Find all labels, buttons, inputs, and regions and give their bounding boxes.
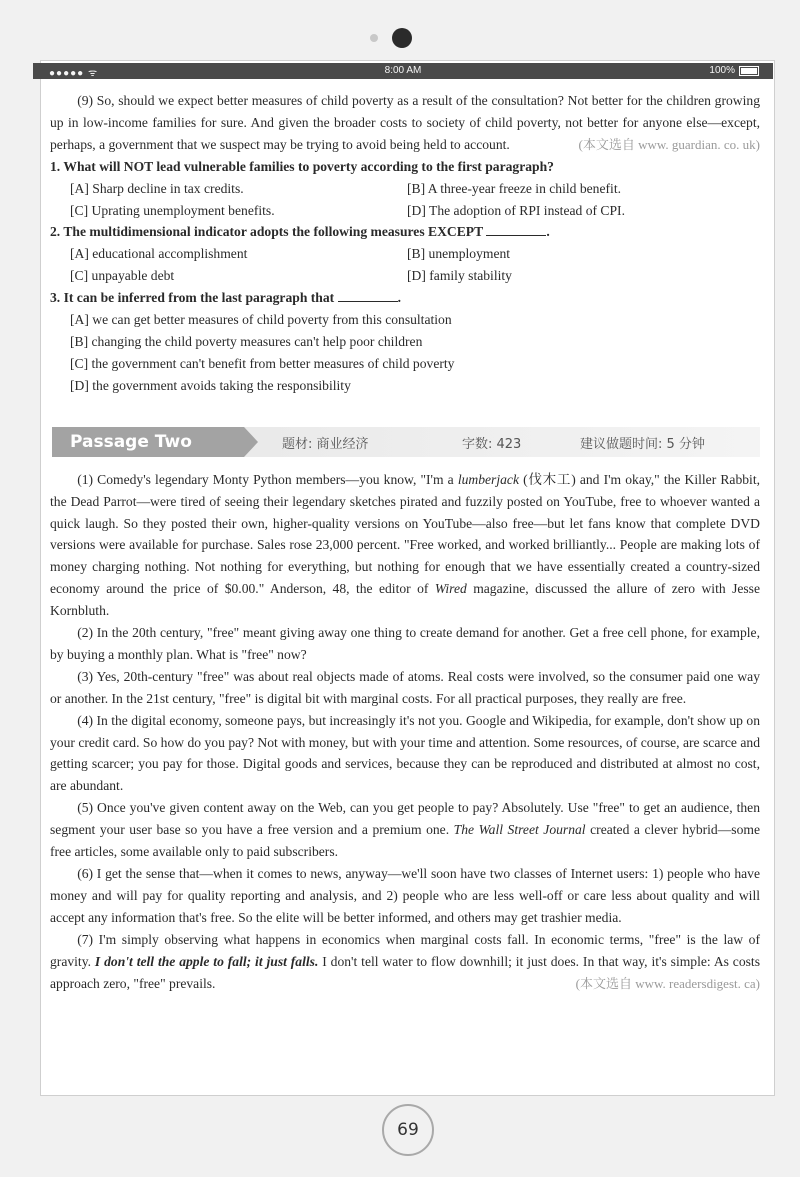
paragraph-2: (2) In the 20th century, "free" meant giving away one thing to create demand for another. Get a free cell phone, for example, by buying a monthly plan. What is "free" now? bbox=[50, 625, 760, 662]
status-time: 8:00 AM bbox=[384, 65, 422, 76]
paragraph-5: (5) Once you've given content away on the Web, can you get people to pay? Absolutely. Use "free" to get an audience, then segment your user base so you have a free version and a premium one. The Wall Street Journal created a clever hybrid—some free articles, some available only to paid subscribers. bbox=[50, 800, 760, 860]
device-camera bbox=[0, 27, 800, 49]
status-bar bbox=[33, 63, 773, 79]
passage-title: Passage Two bbox=[52, 427, 244, 457]
camera-lens-icon bbox=[392, 28, 412, 48]
question-3-stem: 3. It can be inferred from the last paragraph that bbox=[50, 290, 335, 306]
option-b[interactable]: [B] unemployment bbox=[407, 246, 511, 262]
passage-suggested-time: 建议做题时间: 5 分钟 bbox=[580, 436, 705, 452]
signal-wifi-icon: ●●●●● ᯤ bbox=[49, 68, 99, 79]
page-content bbox=[50, 90, 760, 994]
paragraph-1: (1) Comedy's legendary Monty Python members—you know, "I'm a lumberjack (伐木工) and I'm okay," the Killer Rabbit, the Dead Parrot—were tired of seeing their legendary sketches pirated and fuzzily posted on YouTube, free to whoever wanted a quick laugh. So they posted their own, higher-quality versions on YouTube—also free—but let fans know that complete DVD versions were available for purchase. Sales rose 23,000 percent. "Free worked, and worked brilliantly... People are making lots of money charging nothing. Not nothing for everything, but nothing for enough that we have essentially created a country-sized economy around the price of $0.00." Anderson, 48, the editor of Wired magazine, discussed the allure of zero with Jesse Kornbluth. bbox=[50, 471, 761, 619]
option-b[interactable]: [B] changing the child poverty measures can't help poor children bbox=[70, 333, 423, 349]
source-citation: (本文选自 www. readersdigest. ca) bbox=[575, 975, 760, 991]
option-a[interactable]: [A] educational accomplishment bbox=[70, 246, 248, 262]
option-a[interactable]: [A] Sharp decline in tax credits. bbox=[70, 180, 244, 196]
passage-word-count: 字数: 423 bbox=[462, 436, 522, 452]
option-d[interactable]: [D] family stability bbox=[407, 268, 512, 284]
question-2: 2. The multidimensional indicator adopts the following measures EXCEPT . bbox=[50, 224, 550, 240]
passage-topic: 题材: 商业经济 bbox=[282, 436, 369, 452]
banner-arrow-icon bbox=[244, 427, 258, 457]
page-number: 69 bbox=[382, 1104, 434, 1156]
option-d[interactable]: [D] The adoption of RPI instead of CPI. bbox=[407, 202, 625, 218]
answer-blank bbox=[338, 289, 398, 302]
paragraph-9: (9) So, should we expect better measures of child poverty as a result of the consultation? Not better for the children growing up in low-income families for sure. And given the broader costs to society of child poverty, not better for anyone else—except, perhaps, a government that we suspect may be trying to avoid being held to account. (本文选自 www. guardian. co. uk) bbox=[50, 90, 760, 156]
question-3: 3. It can be inferred from the last paragraph that . bbox=[50, 290, 401, 306]
question-1-stem: 1. What will NOT lead vulnerable families to poverty according to the first paragraph? bbox=[50, 158, 554, 174]
option-a[interactable]: [A] we can get better measures of child poverty from this consultation bbox=[70, 312, 452, 328]
option-d[interactable]: [D] the government avoids taking the responsibility bbox=[70, 377, 351, 393]
option-b[interactable]: [B] A three-year freeze in child benefit. bbox=[407, 180, 621, 196]
paragraph-6: (6) I get the sense that—when it comes to news, anyway—we'll soon have two classes of Internet users: 1) people who have money and will pay for quality reporting and analysis, and 2) people who are less well-off or care less about quality and will accept any information that's free. So the elite will be better informed, and others may get trashier media. bbox=[50, 866, 760, 925]
source-citation: (本文选自 www. guardian. co. uk) bbox=[578, 136, 760, 152]
option-c[interactable]: [C] Uprating unemployment benefits. bbox=[70, 202, 275, 218]
paragraph-4: (4) In the digital economy, someone pays, but increasingly it's not you. Google and Wikipedia, for example, don't show up on your credit card. So how do you pay? Not with money, but with your time and attention. Some resources, of course, are scarce and getting scarcer; you pay for those. Digital goods and services, because they can be reproduced and distributed at almost no cost, are abundant. bbox=[50, 712, 760, 794]
answer-blank bbox=[486, 223, 546, 236]
paragraph-3: (3) Yes, 20th-century "free" was about real objects made of atoms. Real costs were involved, so the consumer paid one way or another. In the 21st century, "free" is digital bit with marginal costs. For all practical purposes, they really are free. bbox=[50, 668, 760, 706]
camera-sensor-icon bbox=[370, 34, 378, 42]
battery-status bbox=[709, 65, 759, 76]
question-2-stem: 2. The multidimensional indicator adopts the following measures EXCEPT bbox=[50, 224, 483, 240]
battery-percent: 100% bbox=[709, 65, 735, 76]
passage-two-banner bbox=[52, 427, 760, 457]
option-c[interactable]: [C] unpayable debt bbox=[70, 268, 175, 284]
paragraph-7: (7) I'm simply observing what happens in economics when marginal costs fall. In economic terms, "free" is the law of gravity. I don't tell the apple to fall; it just falls. I don't tell water to flow downhill; it just does. In that way, it's simple: As costs approach zero, "free" prevails. (本文选自 www. readersdigest. ca) bbox=[50, 929, 760, 995]
question-2-options bbox=[50, 243, 760, 287]
battery-icon bbox=[739, 66, 759, 76]
option-c[interactable]: [C] the government can't benefit from better measures of child poverty bbox=[70, 355, 455, 371]
question-1-options bbox=[50, 178, 760, 222]
